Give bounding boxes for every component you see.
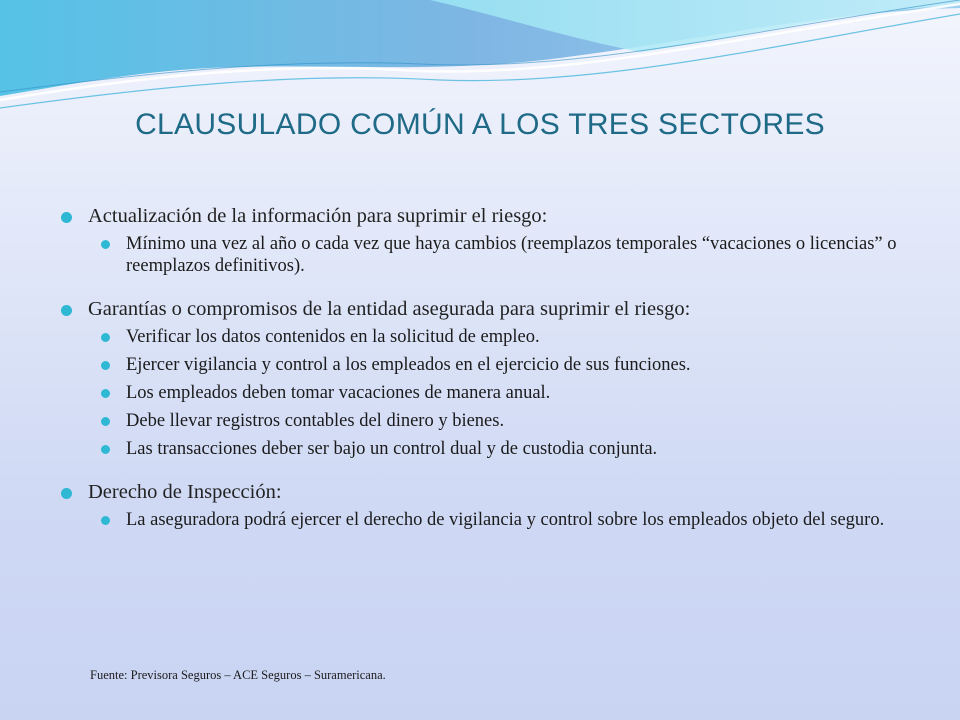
header-wave-decoration [0, 0, 960, 120]
list-item: Ejercer vigilancia y control a los empleados en el ejercicio de sus funciones. [60, 354, 900, 376]
slide-content [60, 204, 900, 551]
section-inspeccion [60, 480, 900, 531]
list-item: Mínimo una vez al año o cada vez que haya cambios (reemplazos temporales “vacaciones o licencias” o reemplazos definitivos). [60, 233, 900, 277]
section-heading: Actualización de la información para suprimir el riesgo: [60, 204, 900, 229]
list-item: La aseguradora podrá ejercer el derecho de vigilancia y control sobre los empleados objeto del seguro. [60, 509, 900, 531]
section-garantias [60, 297, 900, 460]
list-item: Verificar los datos contenidos en la solicitud de empleo. [60, 326, 900, 348]
list-item: Los empleados deben tomar vacaciones de manera anual. [60, 382, 900, 404]
source-footnote: Fuente: Previsora Seguros – ACE Seguros – Suramericana. [90, 668, 386, 682]
section-actualizacion [60, 204, 900, 277]
slide-title: CLAUSULADO COMÚN A LOS TRES SECTORES [135, 108, 825, 141]
section-heading: Derecho de Inspección: [60, 480, 900, 505]
list-item: Debe llevar registros contables del dinero y bienes. [60, 410, 900, 432]
list-item: Las transacciones deber ser bajo un control dual y de custodia conjunta. [60, 438, 900, 460]
section-heading: Garantías o compromisos de la entidad asegurada para suprimir el riesgo: [60, 297, 900, 322]
